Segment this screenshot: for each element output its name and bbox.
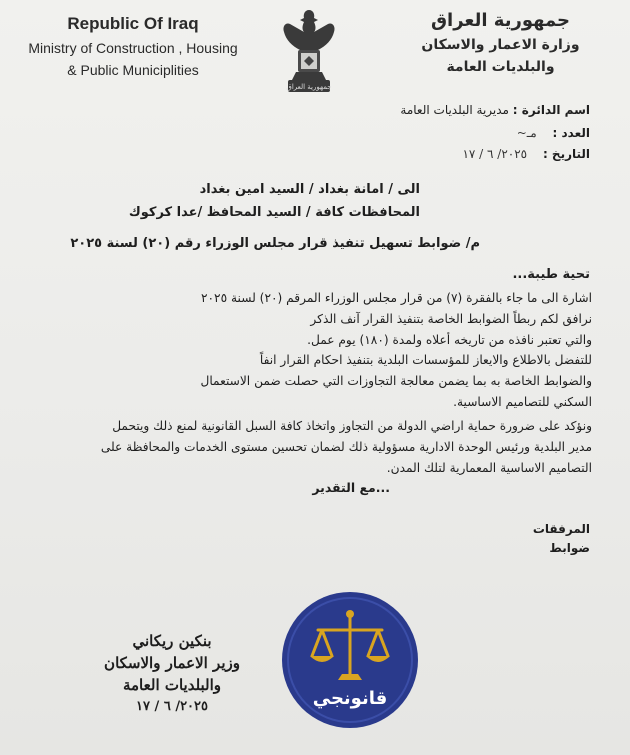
closing-phrase: ...مع التقدير <box>312 480 390 495</box>
recipient-line-1: الى / امانة بغداد / السيد امين بغداد <box>199 182 420 197</box>
signer-title-line-1: وزير الاعمار والاسكان <box>104 654 240 672</box>
signer-title-line-2: والبلديات العامة <box>122 676 222 694</box>
emblem-caption: جمهورية العراق <box>286 83 332 91</box>
signature-date: ٢٠٢٥/ ٦ / ١٧ <box>136 699 209 714</box>
country-name-en: Republic Of Iraq <box>67 14 199 33</box>
signer-name: بنكين ريكاني <box>132 632 212 650</box>
ministry-name-ar-line1: وزارة الاعمار والاسكان <box>421 37 580 53</box>
ministry-name-ar-line2: والبلديات العامة <box>446 59 555 75</box>
arabic-letterhead <box>393 10 608 75</box>
date-value: ٢٠٢٥/ ٦ / ١٧ <box>462 147 528 161</box>
number-row <box>517 126 590 140</box>
paragraph-3-line-2: مدير البلدية ورئيس الوحدة الادارية مسؤولية ذلك لضمان تحسين مستوى الخدمات والمحافظة على <box>100 440 592 454</box>
ministry-name-en-line2: & Public Municiplities <box>67 62 199 78</box>
country-name-ar: جمهورية العراق <box>430 10 571 31</box>
english-letterhead <box>18 14 248 78</box>
paragraph-3-line-3: التصاميم الاساسية المعمارية لتلك المدن. <box>386 461 592 475</box>
recipient-line-2: المحافظات كافة / السيد المحافظ /عدا كركوك <box>128 205 420 220</box>
number-value: مـ~ <box>516 126 537 140</box>
department-row <box>400 103 590 117</box>
paragraph-1-line-2: نرافق لكم ربطاً الضوابط الخاصة بتنفيذ القرار آنف الذكر <box>310 312 592 326</box>
date-label: التاريخ : <box>542 147 590 161</box>
signature-block <box>104 630 240 718</box>
subject-line: م/ ضوابط تسهيل تنفيذ قرار مجلس الوزراء رقم (٢٠) لسنة ٢٠٢٥ <box>70 236 480 251</box>
paragraph-3 <box>27 416 592 479</box>
number-label: العدد : <box>552 126 590 140</box>
greeting: تحية طيبة... <box>512 267 590 282</box>
paragraph-2-line-2: والضوابط الخاصة به بما يضمن معالجة التجاوزات التي حصلت ضمن الاستعمال <box>200 374 592 388</box>
attachments-label: المرفقات <box>532 522 590 536</box>
watermark-text: قانونجي <box>312 688 388 709</box>
qanunji-logo-watermark <box>280 590 420 730</box>
attachments-item: ضوابط <box>549 541 590 555</box>
paragraph-2 <box>27 350 592 413</box>
paragraph-2-line-3: السكني للتصاميم الاساسية. <box>453 395 592 409</box>
date-row <box>462 147 590 161</box>
paragraph-3-line-1: ونؤكد على ضرورة حماية اراضي الدولة من التجاوز واتخاذ كافة السبل القانونية لمنع ذلك ويتحمل <box>112 419 592 433</box>
iraq-eagle-emblem-icon <box>276 6 342 98</box>
paragraph-1-line-3: والتي تعتبر نافذه من تاريخه أعلاه ولمدة (١٨٠) يوم عمل. <box>307 333 592 347</box>
paragraph-2-line-1: للتفضل بالاطلاع والايعاز للمؤسسات البلدية بتنفيذ احكام القرار انفاً <box>259 353 592 367</box>
paragraph-1-line-1: اشارة الى ما جاء بالفقرة (٧) من قرار مجلس الوزراء المرقم (٢٠) لسنة ٢٠٢٥ <box>200 291 592 305</box>
department-value: مديرية البلديات العامة <box>400 103 509 117</box>
department-label: اسم الدائرة : <box>512 103 590 117</box>
paragraph-1 <box>27 288 592 351</box>
ministry-name-en-line1: Ministry of Construction , Housing <box>28 40 238 56</box>
